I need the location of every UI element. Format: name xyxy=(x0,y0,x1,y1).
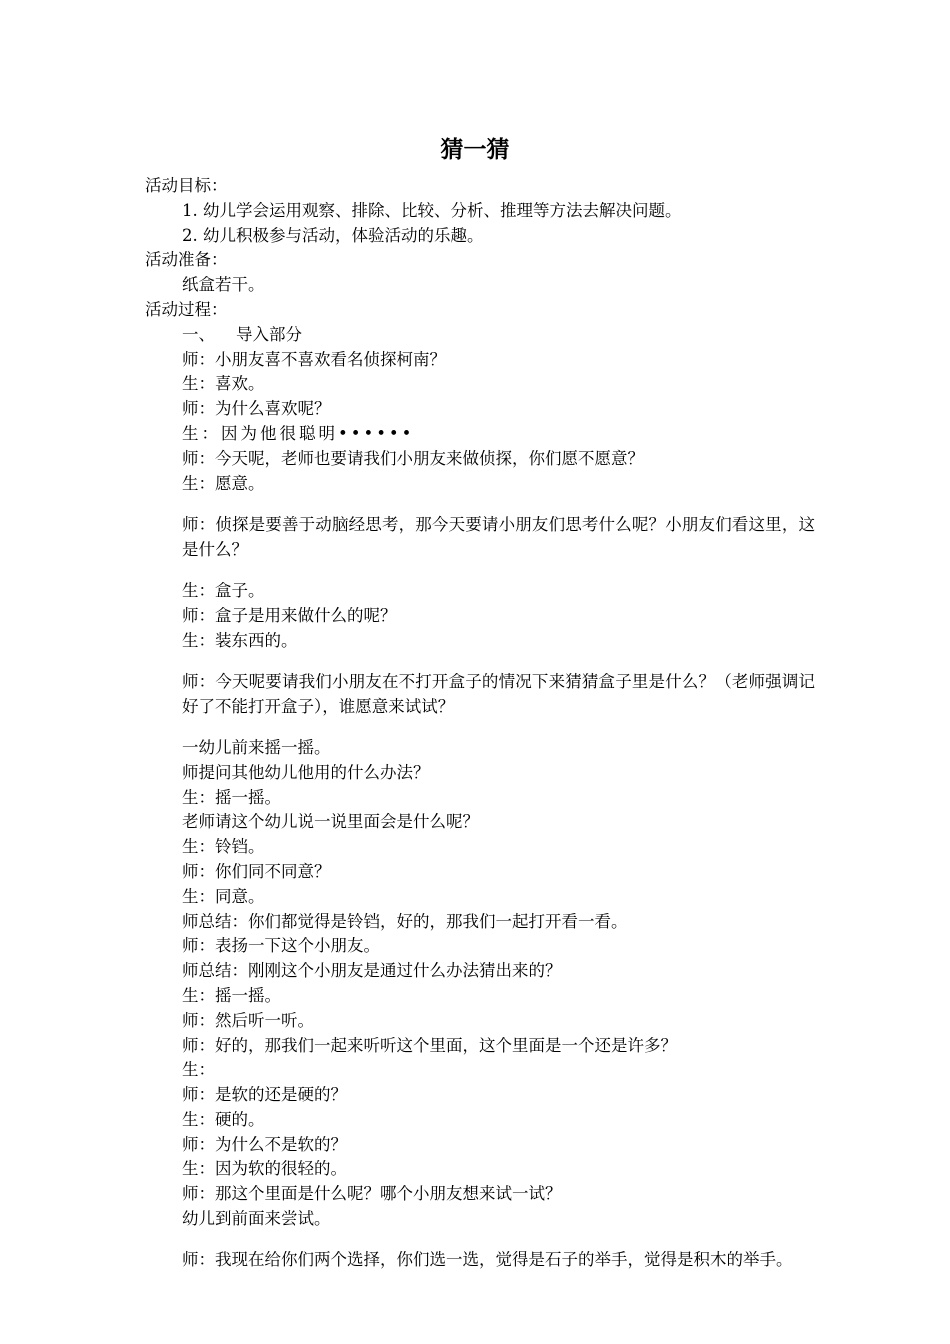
dialogue-line: 生：喜欢。 xyxy=(182,374,265,394)
dialogue-line: 生：摇一摇。 xyxy=(182,787,281,807)
dialogue-line: 生：装东西的。 xyxy=(182,630,298,650)
dialogue-line: 师：好的，那我们一起来听听这个里面，这个里面是一个还是许多？ xyxy=(182,1035,677,1055)
dialogue-line: 师：为什么不是软的？ xyxy=(182,1134,347,1154)
dialogue-line: 生：同意。 xyxy=(182,886,265,906)
dialogue-line: 师：盒子是用来做什么的呢？ xyxy=(182,605,397,625)
dialogue-line: 师：我现在给你们两个选择，你们选一选，觉得是石子的举手，觉得是积木的举手。 xyxy=(182,1250,793,1270)
dialogue-line: 师提问其他幼儿他用的什么办法？ xyxy=(182,762,430,782)
dialogue-line: 师：你们同不同意？ xyxy=(182,861,331,881)
dialogue-line: 一幼儿前来摇一摇。 xyxy=(182,737,331,757)
dialogue-line: 师：为什么喜欢呢？ xyxy=(182,399,331,419)
document-body xyxy=(145,174,815,1290)
dialogue-line: 生： xyxy=(182,1060,215,1080)
dialogue-line: 师：今天呢要请我们小朋友在不打开盒子的情况下来猜猜盒子里是什么？（老师强调记好了不能打开盒子），谁愿意来试试？ xyxy=(182,671,815,716)
dialogue-line: 老师请这个幼儿说一说里面会是什么呢？ xyxy=(182,812,479,832)
dialogue-line: 幼儿到前面来尝试。 xyxy=(182,1209,331,1229)
goal-item: 2. 幼儿积极参与活动，体验活动的乐趣。 xyxy=(182,225,484,245)
dialogue-line: 师：侦探是要善于动脑经思考，那今天要请小朋友们思考什么呢？小朋友们看这里，这是什么？ xyxy=(182,514,815,559)
goal-heading: 活动目标： xyxy=(145,176,228,195)
part-heading: 一、 导入部分 xyxy=(182,324,302,344)
dialogue-line: 生：愿意。 xyxy=(182,473,265,493)
dialogue-line: 生：盒子。 xyxy=(182,580,265,600)
dialogue-line: 生：铃铛。 xyxy=(182,837,265,857)
dialogue-line: 师：然后听一听。 xyxy=(182,1010,314,1030)
dialogue-line: 生：摇一摇。 xyxy=(182,985,281,1005)
dialogue-line: 师：表扬一下这个小朋友。 xyxy=(182,936,380,956)
dialogue-line: 师：是软的还是硬的？ xyxy=(182,1085,347,1105)
dialogue-line: 师：小朋友喜不喜欢看名侦探柯南？ xyxy=(182,349,446,369)
dialogue-line: 师：那这个里面是什么呢？哪个小朋友想来试一试？ xyxy=(182,1184,562,1204)
dialogue-line: 师：今天呢，老师也要请我们小朋友来做侦探，你们愿不愿意？ xyxy=(182,448,644,468)
dialogue-line: 生：硬的。 xyxy=(182,1109,265,1129)
dialogue-line: 师总结：刚刚这个小朋友是通过什么办法猜出来的？ xyxy=(182,961,562,981)
goal-item: 1. 幼儿学会运用观察、排除、比较、分析、推理等方法去解决问题。 xyxy=(182,200,682,220)
prep-heading: 活动准备： xyxy=(145,250,228,270)
prep-item: 纸盒若干。 xyxy=(182,275,265,295)
dialogue-line: 师总结：你们都觉得是铃铛，好的，那我们一起打开看一看。 xyxy=(182,911,628,931)
dialogue-line: 生：因为他很聪明•••••• xyxy=(182,423,415,443)
document-title: 猜一猜 xyxy=(440,137,510,163)
dialogue-line: 生：因为软的很轻的。 xyxy=(182,1159,347,1179)
process-heading: 活动过程： xyxy=(145,299,228,319)
